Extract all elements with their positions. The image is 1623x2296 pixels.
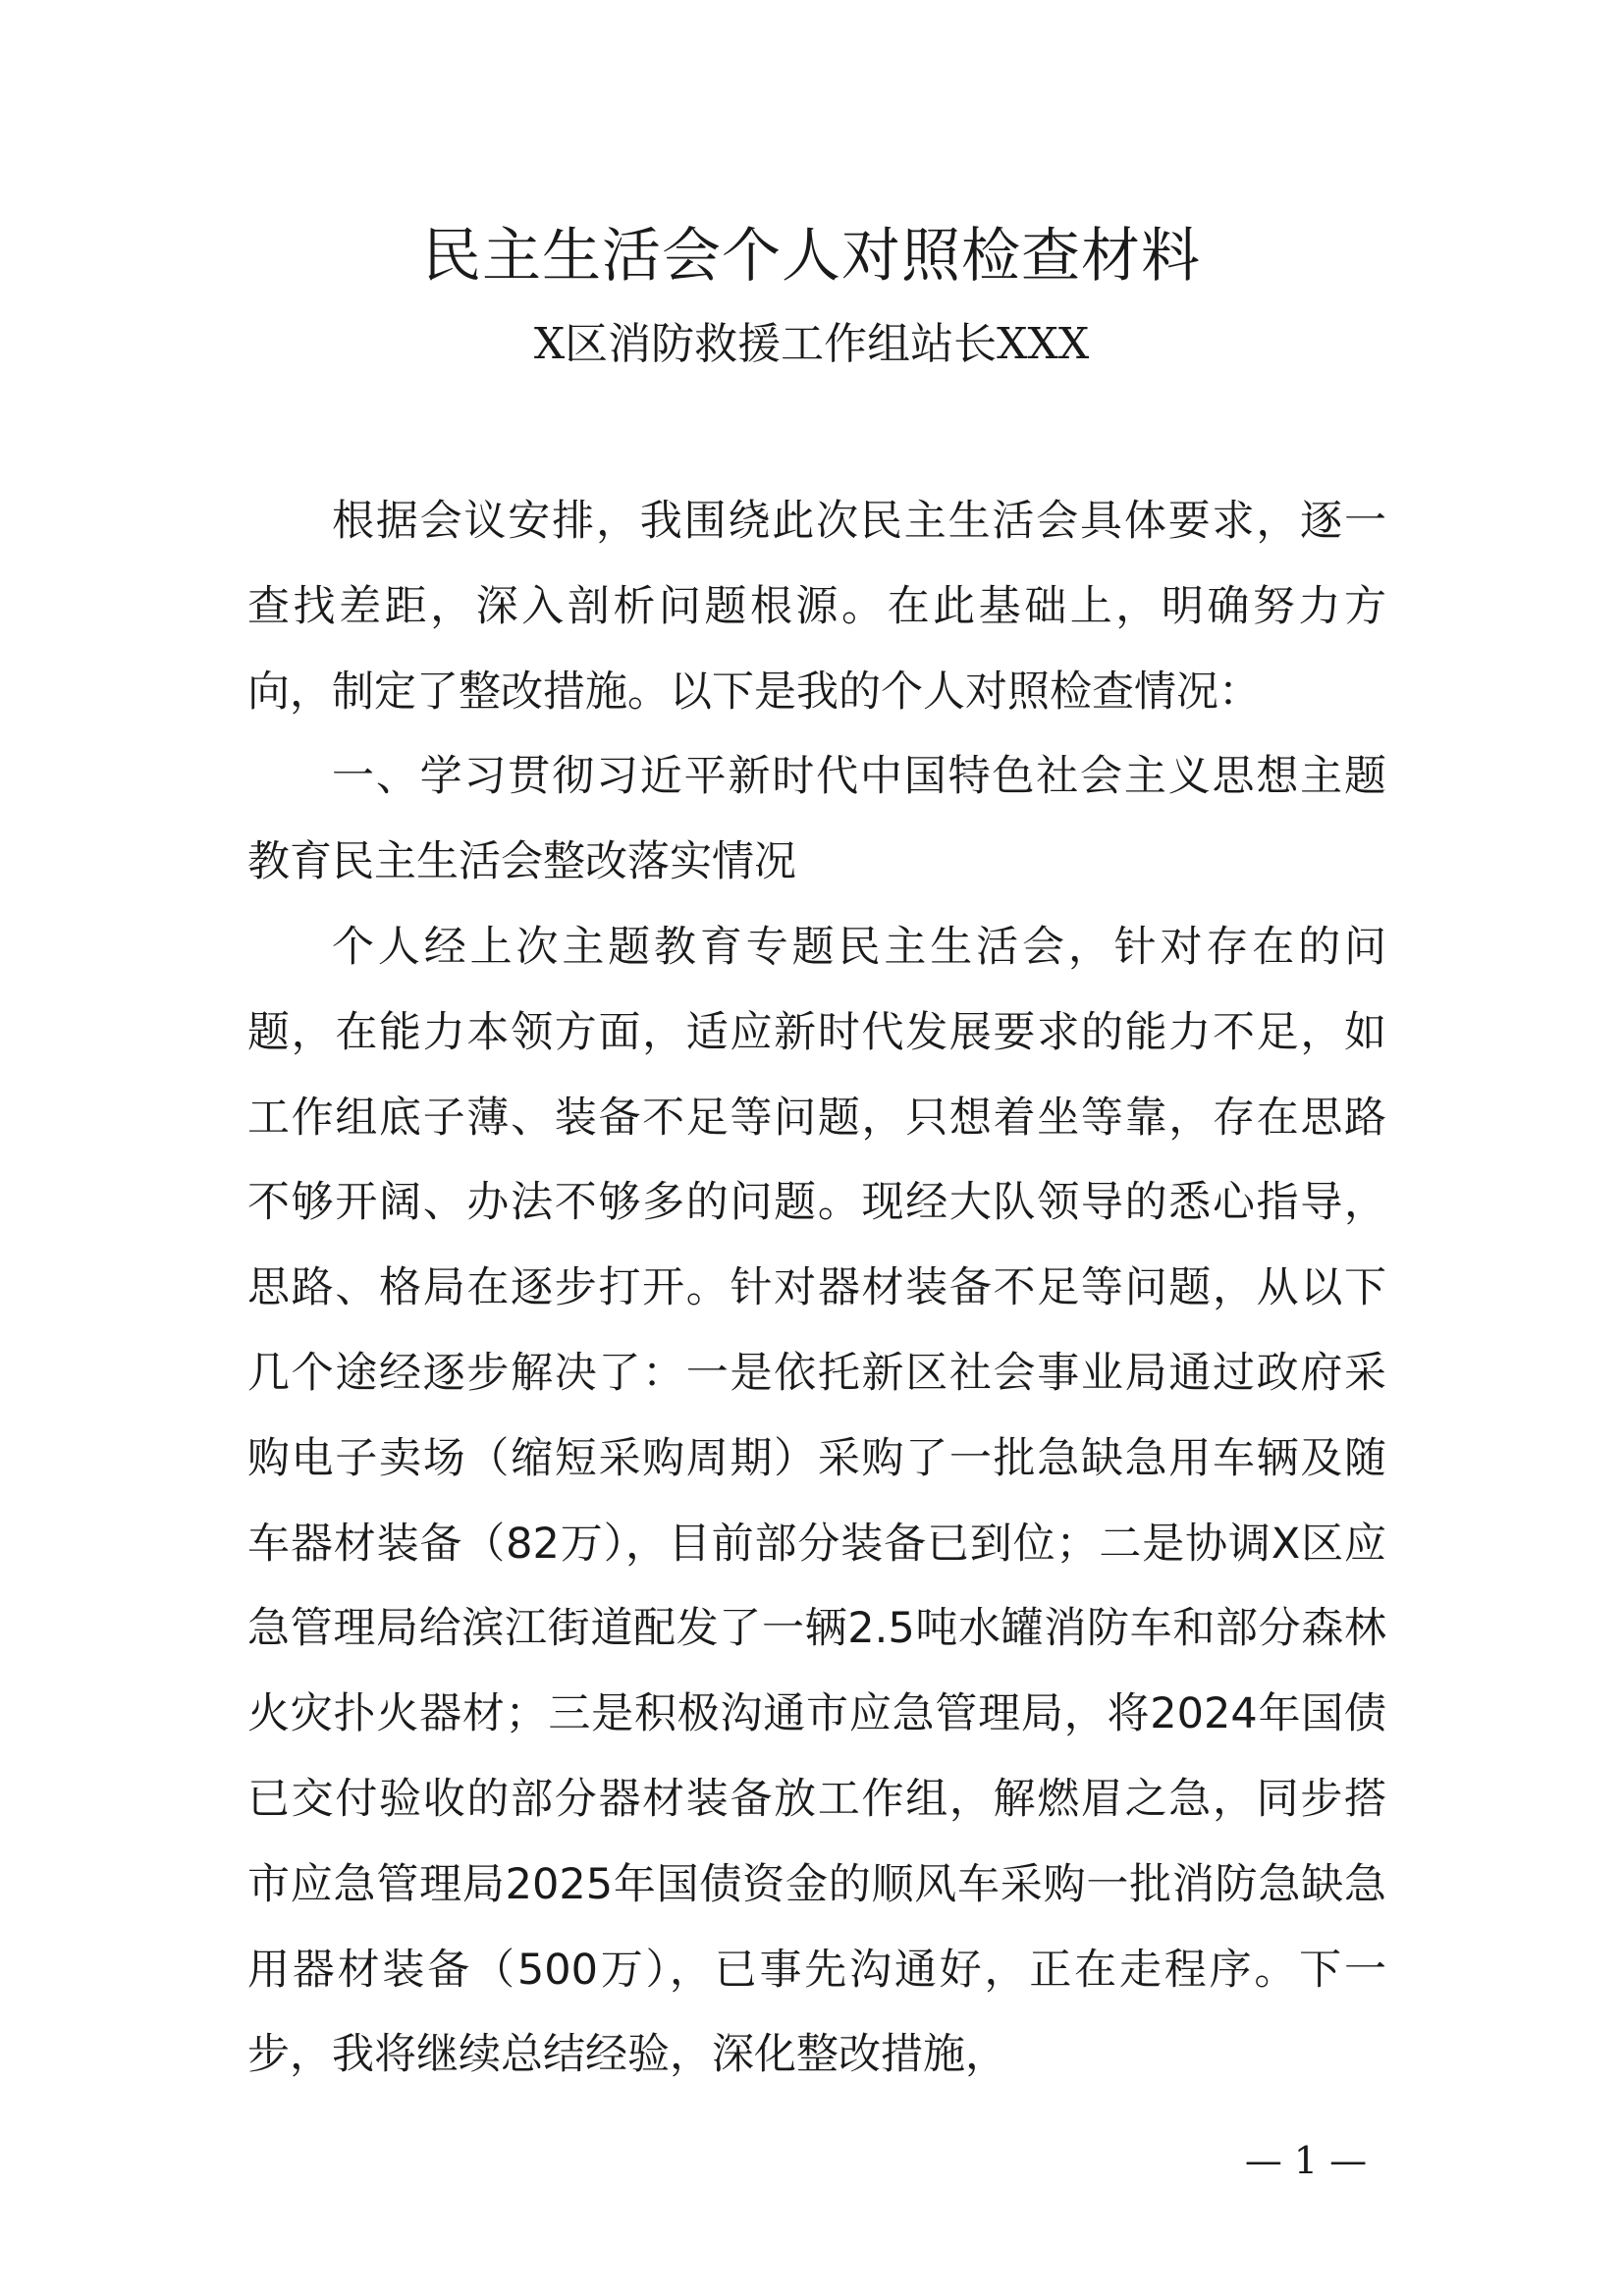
document-subtitle: X区消防救援工作组站长XXX (533, 319, 1090, 369)
section-heading-1: 一、学习贯彻习近平新时代中国特色社会主义思想主题教育民主生活会整改落实情况 (247, 752, 1386, 887)
paragraph-intro: 根据会议安排，我围绕此次民主生活会具体要求，逐一查找差距，深入剖析问题根源。在此基础上，明确努力方向，制定了整改措施。以下是我的个人对照检查情况： (247, 497, 1386, 717)
page-number: — 1 — (1244, 2139, 1368, 2182)
document-title: 民主生活会个人对照检查材料 (422, 222, 1201, 291)
paragraph-rectification: 个人经上次主题教育专题民主生活会，针对存在的问题，在能力本领方面，适应新时代发展要求的能力不足，如工作组底子薄、装备不足等问题，只想着坐等靠，存在思路不够开阔、办法不够多的问题。现经大队领导的悉心指导，思路、格局在逐步打开。针对器材装备不足等问题，从以下几个途经逐步解决了：一是依托新区社会事业局通过政府采购电子卖场（缩短采购周期）采购了一批急缺急用车辆及随车器材装备（82万），目前部分装备已到位；二是协调X区应急管理局给滨江街道配发了一辆2.5吨水罐消防车和部分森林火灾扑火器材；三是积极沟通市应急管理局，将2024年国债已交付验收的部分器材装备放工作组，解燃眉之急，同步搭市应急管理局2025年国债资金的顺风车采购一批消防急缺急用器材装备（500万），已事先沟通好，正在走程序。下一步，我将继续总结经验，深化整改措施， (247, 922, 1386, 2080)
document-body (247, 479, 1386, 2098)
